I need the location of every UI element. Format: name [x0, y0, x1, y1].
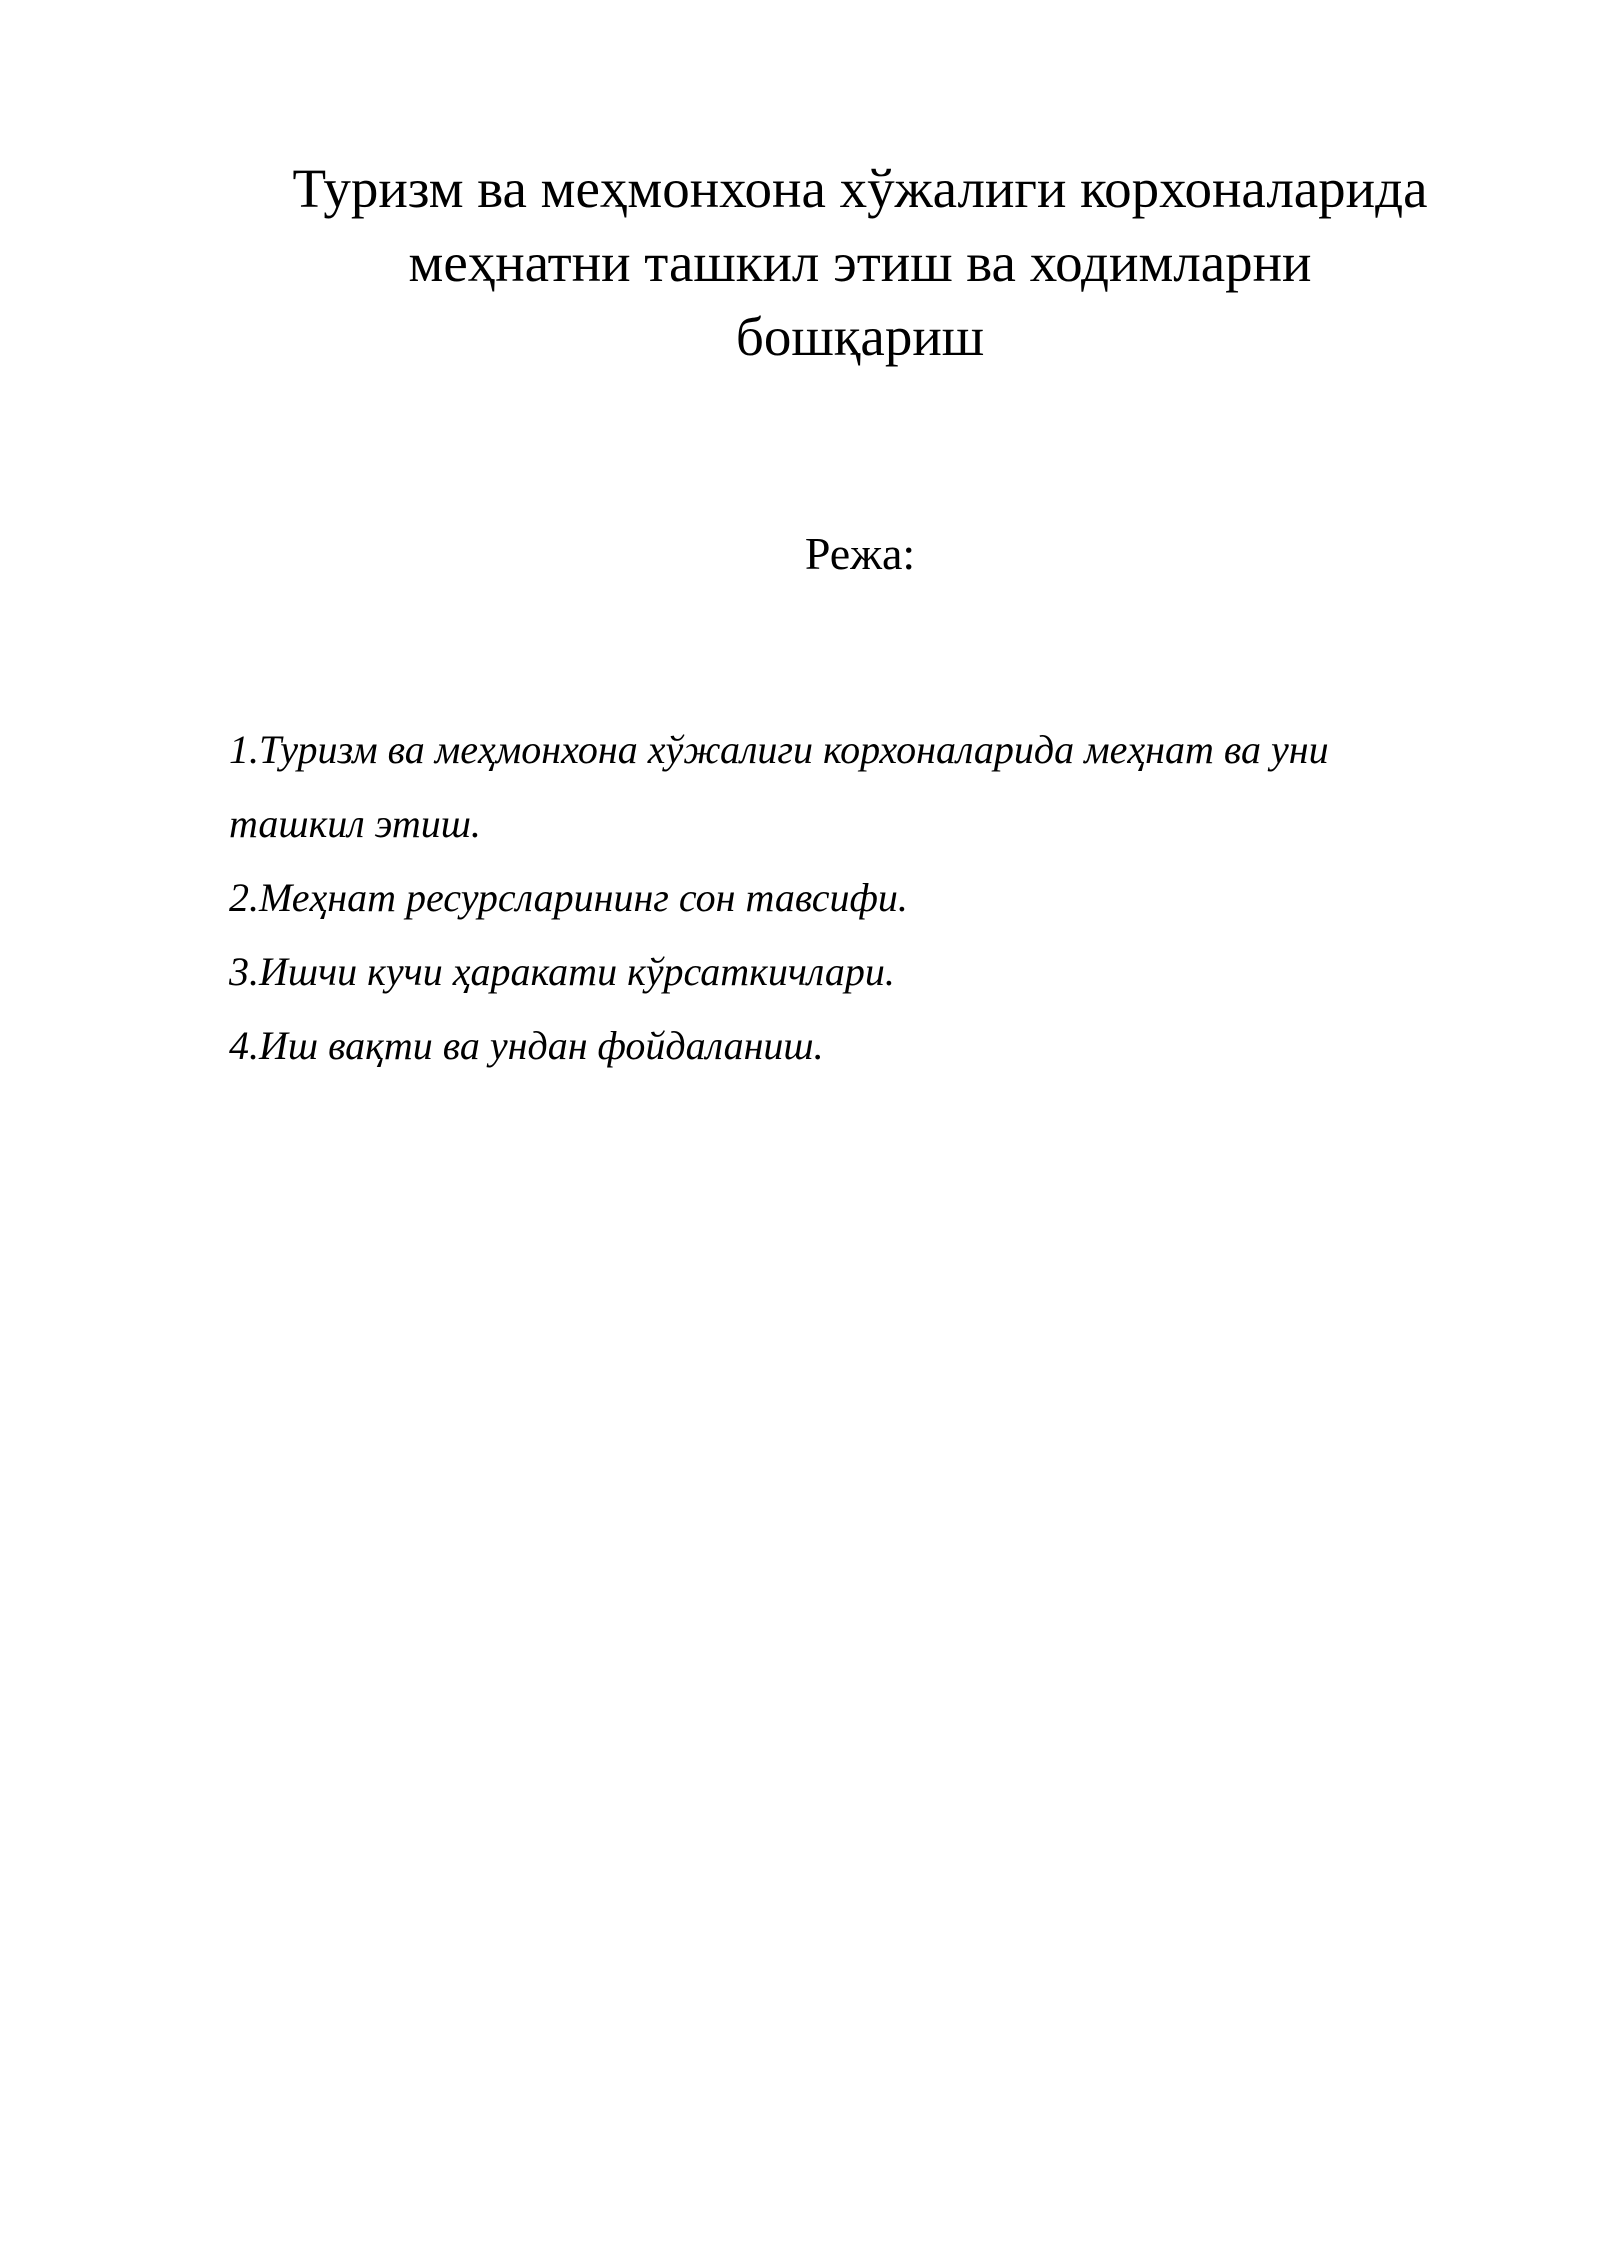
- plan-item-2: 2.Меҳнат ресурсларининг сон тавсифи.: [229, 875, 908, 920]
- document-title: [220, 152, 1500, 374]
- plan-item-4: 4.Иш вақти ва ундан фойдаланиш.: [229, 1023, 824, 1068]
- plan-item-3: 3.Ишчи кучи ҳаракати кўрсаткичлари.: [229, 949, 895, 994]
- title-line-1: Туризм ва меҳмонхона хўжалиги корхоналарида: [292, 158, 1428, 219]
- plan-heading: Режа:: [804, 528, 916, 579]
- title-line-3: бошқариш: [735, 306, 985, 367]
- title-line-2: меҳнатни ташкил этиш ва ходимларни: [408, 232, 1312, 293]
- plan-item-1-line-1: 1.Туризм ва меҳмонхона хўжалиги корхоналарида меҳнат ва уни: [229, 727, 1329, 772]
- plan-item-1-line-2: ташкил этиш.: [229, 801, 481, 846]
- plan-list: [229, 713, 1529, 1083]
